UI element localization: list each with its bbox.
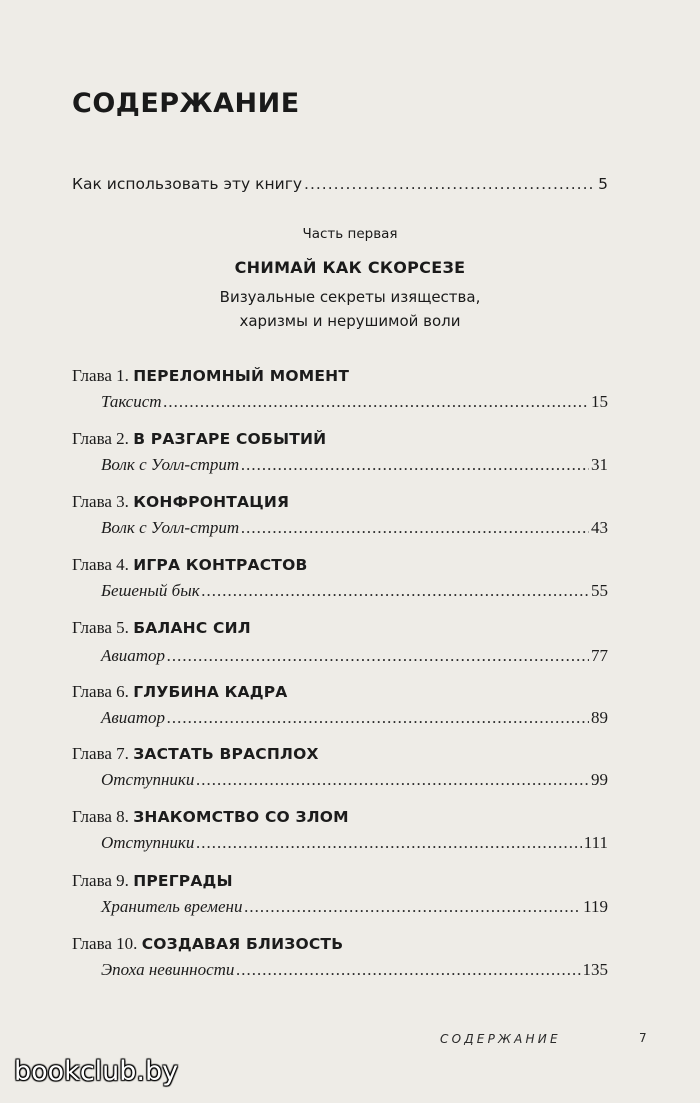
leader-dots <box>244 896 581 918</box>
film-title: Авиатор <box>101 708 166 727</box>
chapter-film-entry <box>101 391 608 413</box>
part-label: Часть первая <box>302 226 398 242</box>
part-subtitle-line1: Визуальные секреты изящества, <box>219 288 481 306</box>
toc-intro-label: Как использовать эту книгу <box>72 175 303 193</box>
chapter-heading <box>72 870 233 892</box>
chapter-page: 77 <box>591 646 608 665</box>
chapter-heading <box>72 681 287 703</box>
chapter-page: 119 <box>583 897 608 916</box>
chapter-page: 89 <box>591 708 608 727</box>
chapter-title: КОНФРОНТАЦИЯ <box>133 493 290 511</box>
chapter-number: Глава 1. <box>72 366 134 385</box>
chapter-number: Глава 10. <box>72 934 142 953</box>
leader-dots <box>202 580 589 602</box>
chapter-title: БАЛАНС СИЛ <box>133 619 251 637</box>
film-title: Отступники <box>101 833 195 852</box>
chapter-number: Глава 6. <box>72 682 134 701</box>
toc-intro-entry <box>72 173 608 195</box>
leader-dots <box>236 959 580 981</box>
chapter-heading <box>72 365 349 387</box>
chapter-page: 15 <box>591 392 608 411</box>
chapter-title: ПЕРЕЛОМНЫЙ МОМЕНТ <box>133 367 350 385</box>
chapter-number: Глава 5. <box>72 618 134 637</box>
chapter-film-entry <box>101 769 608 791</box>
chapter-heading <box>72 617 251 639</box>
watermark: bookclub.by <box>14 1056 179 1087</box>
page-number: 7 <box>639 1031 647 1045</box>
chapter-film-entry <box>101 517 608 539</box>
film-title: Волк с Уолл-стрит <box>101 518 240 537</box>
film-title: Бешеный бык <box>101 581 200 600</box>
chapter-film-entry <box>101 832 608 854</box>
chapter-heading <box>72 491 289 513</box>
chapter-film-entry <box>101 959 608 981</box>
chapter-number: Глава 7. <box>72 744 134 763</box>
leader-dots <box>196 832 581 854</box>
leader-dots <box>241 454 589 476</box>
chapter-heading <box>72 806 349 828</box>
chapter-number: Глава 9. <box>72 871 134 890</box>
chapter-film-entry <box>101 707 608 729</box>
chapter-film-entry <box>101 645 608 667</box>
chapter-page: 135 <box>582 960 608 979</box>
chapter-heading <box>72 554 307 576</box>
part-subtitle-line2: харизмы и нерушимой воли <box>239 312 461 330</box>
leader-dots <box>167 707 589 729</box>
leader-dots <box>196 769 589 791</box>
leader-dots <box>167 645 589 667</box>
chapter-page: 43 <box>591 518 608 537</box>
chapter-film-entry <box>101 454 608 476</box>
leader-dots <box>241 517 589 539</box>
leader-dots <box>304 173 596 195</box>
part-title: СНИМАЙ КАК СКОРСЕЗЕ <box>234 258 466 277</box>
chapter-number: Глава 2. <box>72 429 134 448</box>
chapter-page: 31 <box>591 455 608 474</box>
chapter-page: 99 <box>591 770 608 789</box>
chapter-film-entry <box>101 896 608 918</box>
chapter-title: ЗАСТАТЬ ВРАСПЛОХ <box>133 745 319 763</box>
chapter-title: В РАЗГАРЕ СОБЫТИЙ <box>133 430 327 448</box>
chapter-title: ИГРА КОНТРАСТОВ <box>133 556 308 574</box>
chapter-page: 111 <box>583 833 608 852</box>
running-head: СОДЕРЖАНИЕ <box>440 1032 561 1046</box>
chapter-heading <box>72 933 343 955</box>
leader-dots <box>164 391 589 413</box>
film-title: Отступники <box>101 770 195 789</box>
film-title: Авиатор <box>101 646 166 665</box>
chapter-title: ЗНАКОМСТВО СО ЗЛОМ <box>133 808 349 826</box>
chapter-film-entry <box>101 580 608 602</box>
chapter-title: СОЗДАВАЯ БЛИЗОСТЬ <box>141 935 344 953</box>
film-title: Хранитель времени <box>101 897 243 916</box>
chapter-heading <box>72 743 319 765</box>
toc-intro-page: 5 <box>598 175 608 193</box>
film-title: Эпоха невинности <box>101 960 235 979</box>
chapter-number: Глава 8. <box>72 807 134 826</box>
chapter-number: Глава 4. <box>72 555 134 574</box>
chapter-page: 55 <box>591 581 608 600</box>
chapter-title: ПРЕГРАДЫ <box>133 872 233 890</box>
film-title: Волк с Уолл-стрит <box>101 455 240 474</box>
chapter-number: Глава 3. <box>72 492 134 511</box>
film-title: Таксист <box>101 392 162 411</box>
page-title: СОДЕРЖАНИЕ <box>72 88 300 119</box>
chapter-title: ГЛУБИНА КАДРА <box>133 683 288 701</box>
chapter-heading <box>72 428 326 450</box>
